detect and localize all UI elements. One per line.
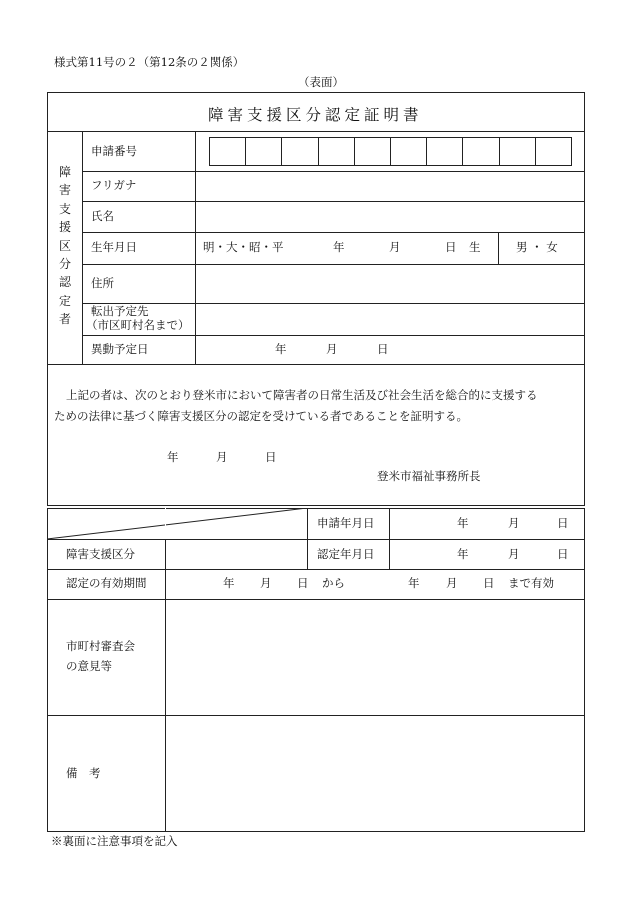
application-number-box[interactable] xyxy=(245,137,282,166)
application-month-unit: 月 xyxy=(508,516,520,530)
certification-day-unit: 日 xyxy=(557,547,569,561)
remarks-label: 備 考 xyxy=(66,766,101,780)
application-number-box[interactable] xyxy=(281,137,318,166)
issuer-name: 登米市福祉事務所長 xyxy=(377,469,481,483)
application-number-box[interactable] xyxy=(426,137,463,166)
moving-month-unit: 月 xyxy=(326,342,338,356)
footer-note: ※裏面に注意事項を記入 xyxy=(51,834,178,848)
category-label: 障害支援区分 xyxy=(66,547,135,561)
validity-until-month-unit: 月 xyxy=(446,576,458,590)
application-number-box[interactable] xyxy=(535,137,572,166)
certification-text-line-1: 上記の者は、次のとおり登米市において障害者の日常生活及び社会生活を総合的に支援する xyxy=(66,388,538,402)
application-year-unit: 年 xyxy=(457,516,469,530)
birth-year-unit: 年 xyxy=(333,240,345,254)
moving-year-unit: 年 xyxy=(275,342,287,356)
application-date-label: 申請年月日 xyxy=(317,516,375,530)
moving-to-label: 転出予定先 xyxy=(91,304,149,318)
moving-date-label: 異動予定日 xyxy=(91,342,149,356)
birth-month-unit: 月 xyxy=(389,240,401,254)
application-number-label: 申請番号 xyxy=(91,144,137,158)
certification-text-line-2: ための法律に基づく障害支援区分の認定を受けている者であることを証明する。 xyxy=(54,409,468,423)
application-number-box[interactable] xyxy=(354,137,391,166)
moving-to-sublabel: （市区町村名まで） xyxy=(86,318,190,332)
gender-options[interactable]: 男 ・ 女 xyxy=(516,240,558,254)
moving-day-unit: 日 xyxy=(377,342,389,356)
name-label: 氏名 xyxy=(91,209,114,223)
certified-person-label: 障 害 支 援 区 分 認 定 者 xyxy=(58,165,71,327)
committee-sublabel: の意見等 xyxy=(66,659,112,673)
issue-year-unit: 年 xyxy=(167,450,179,464)
address-label: 住所 xyxy=(91,276,114,290)
form-number: 様式第11号の２（第12条の２関係） xyxy=(54,55,245,69)
validity-from-year-unit: 年 xyxy=(223,576,235,590)
validity-label: 認定の有効期間 xyxy=(66,576,147,590)
birthdate-label: 生年月日 xyxy=(91,240,137,254)
issue-month-unit: 月 xyxy=(216,450,228,464)
birth-unit: 生 xyxy=(469,240,481,254)
application-number-box[interactable] xyxy=(499,137,536,166)
certification-date-label: 認定年月日 xyxy=(317,547,375,561)
birth-day-unit: 日 xyxy=(445,240,457,254)
certification-month-unit: 月 xyxy=(508,547,520,561)
diagonal-line xyxy=(47,508,307,540)
validity-until-year-unit: 年 xyxy=(408,576,420,590)
committee-label: 市町村審査会 xyxy=(66,639,135,653)
certification-year-unit: 年 xyxy=(457,547,469,561)
application-number-box[interactable] xyxy=(209,137,246,166)
document-title: 障害支援区分認定証明書 xyxy=(208,106,423,124)
application-number-box[interactable] xyxy=(462,137,499,166)
validity-from-day-unit: 日 xyxy=(297,576,309,590)
issue-day-unit: 日 xyxy=(265,450,277,464)
side-label: （表面） xyxy=(298,75,344,89)
validity-until-day-unit: 日 xyxy=(483,576,495,590)
validity-from-month-unit: 月 xyxy=(260,576,272,590)
validity-from: から xyxy=(322,576,345,590)
era-options[interactable]: 明・大・昭・平 xyxy=(203,240,284,254)
application-day-unit: 日 xyxy=(557,516,569,530)
application-number-box[interactable] xyxy=(318,137,355,166)
furigana-label: フリガナ xyxy=(91,178,137,192)
application-number-box[interactable] xyxy=(390,137,427,166)
validity-until: まで有効 xyxy=(508,576,554,590)
